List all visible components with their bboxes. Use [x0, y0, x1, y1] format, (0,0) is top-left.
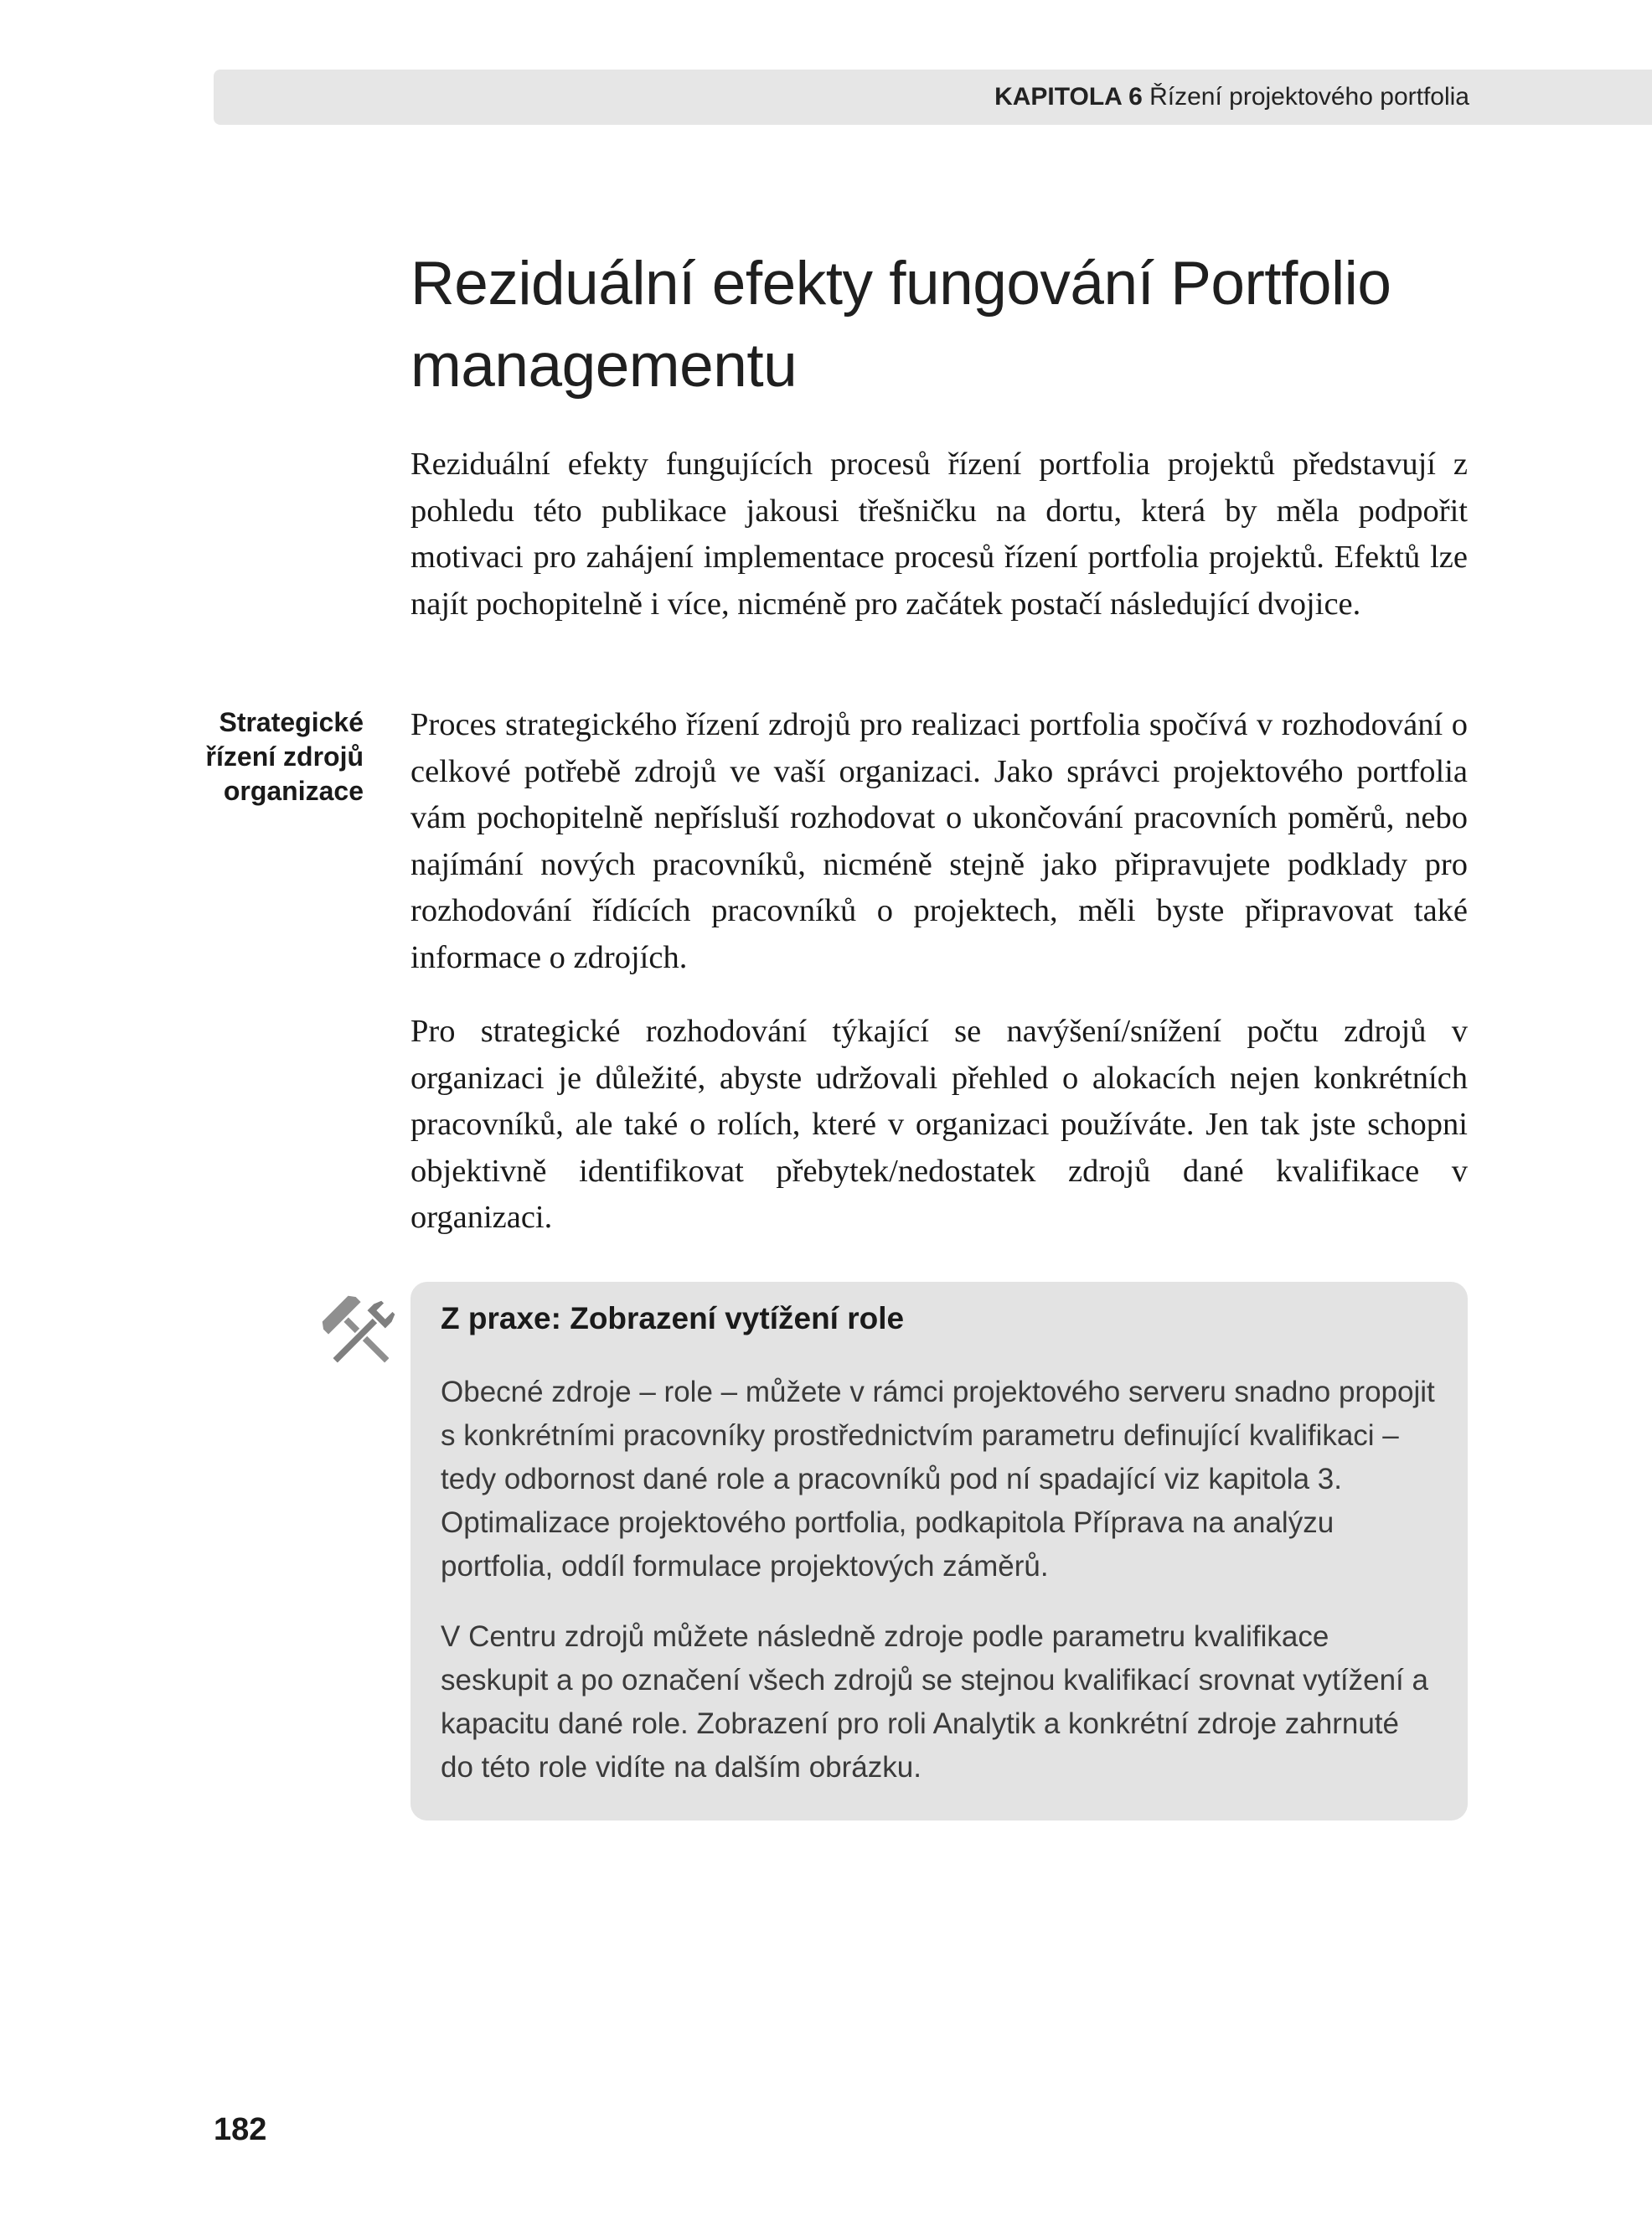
practice-title: Z praxe: Zobrazení vytížení role	[441, 1301, 905, 1335]
body-paragraph: Pro strategické rozhodování týkající se navýšení/snížení počtu zdrojů v organizaci je důležité, abyste udržovali přehled o alokacích nejen konkrétních pracovníků, ale také o rolích, které v organizaci používáte. Jen tak jste schopni objektivně identifikovat přebytek/nedostatek zdrojů dané kvalifikace v organizaci.	[410, 1014, 1468, 1235]
practice-paragraph: Obecné zdroje – role – můžete v rámci projektového serveru snadno propojit s konkrétními pracovníky prostřednictvím parametru definující kvalifikaci – tedy odbornost dané role a pracovníků pod ní spadající viz kapitola 3. Optimalizace projektového portfolia, podkapitola Příprava na analýzu portfolia, oddíl formulace projektových záměrů.	[441, 1376, 1435, 1583]
tools-icon	[318, 1292, 404, 1377]
margin-heading: Strategické řízení zdrojů organizace	[205, 707, 364, 806]
running-header	[994, 82, 1469, 112]
intro-paragraph: Reziduální efekty fungujících procesů řízení portfolia projektů představují z pohledu této publikace jakousi třešničku na dortu, která by měla podpořit motivaci pro zahájení implementace procesů řízení portfolia projektů. Efektů lze najít pochopitelně i více, nicméně pro začátek postačí následující dvojice.	[410, 447, 1468, 622]
chapter-title: Řízení projektového portfolia	[1149, 83, 1469, 111]
body-paragraph: Proces strategického řízení zdrojů pro realizaci portfolia spočívá v rozhodování o celkové potřebě zdrojů ve vaší organizaci. Jako správci projektového portfolia vám pochopitelně nepřísluší rozhodovat o ukončování pracovních poměrů, nebo najímání nových pracovníků, nicméně stejně jako připravujete podklady pro rozhodování řídících pracovníků o projektech, měli byste připravovat také informace o zdrojích.	[410, 707, 1468, 975]
chapter-label: KAPITOLA 6	[994, 83, 1143, 111]
practice-box	[410, 1282, 1468, 1821]
page-number: 182	[214, 2112, 267, 2147]
practice-paragraph: V Centru zdrojů můžete následně zdroje podle parametru kvalifikace seskupit a po označení všech zdrojů se stejnou kvalifikací srovnat vytížení a kapacitu dané role. Zobrazení pro roli Analytik a konkrétní zdroje zahrnuté do této role vidíte na dalším obrázku.	[441, 1620, 1428, 1784]
section-title: Reziduální efekty fungování Portfolio managementu	[410, 250, 1391, 400]
